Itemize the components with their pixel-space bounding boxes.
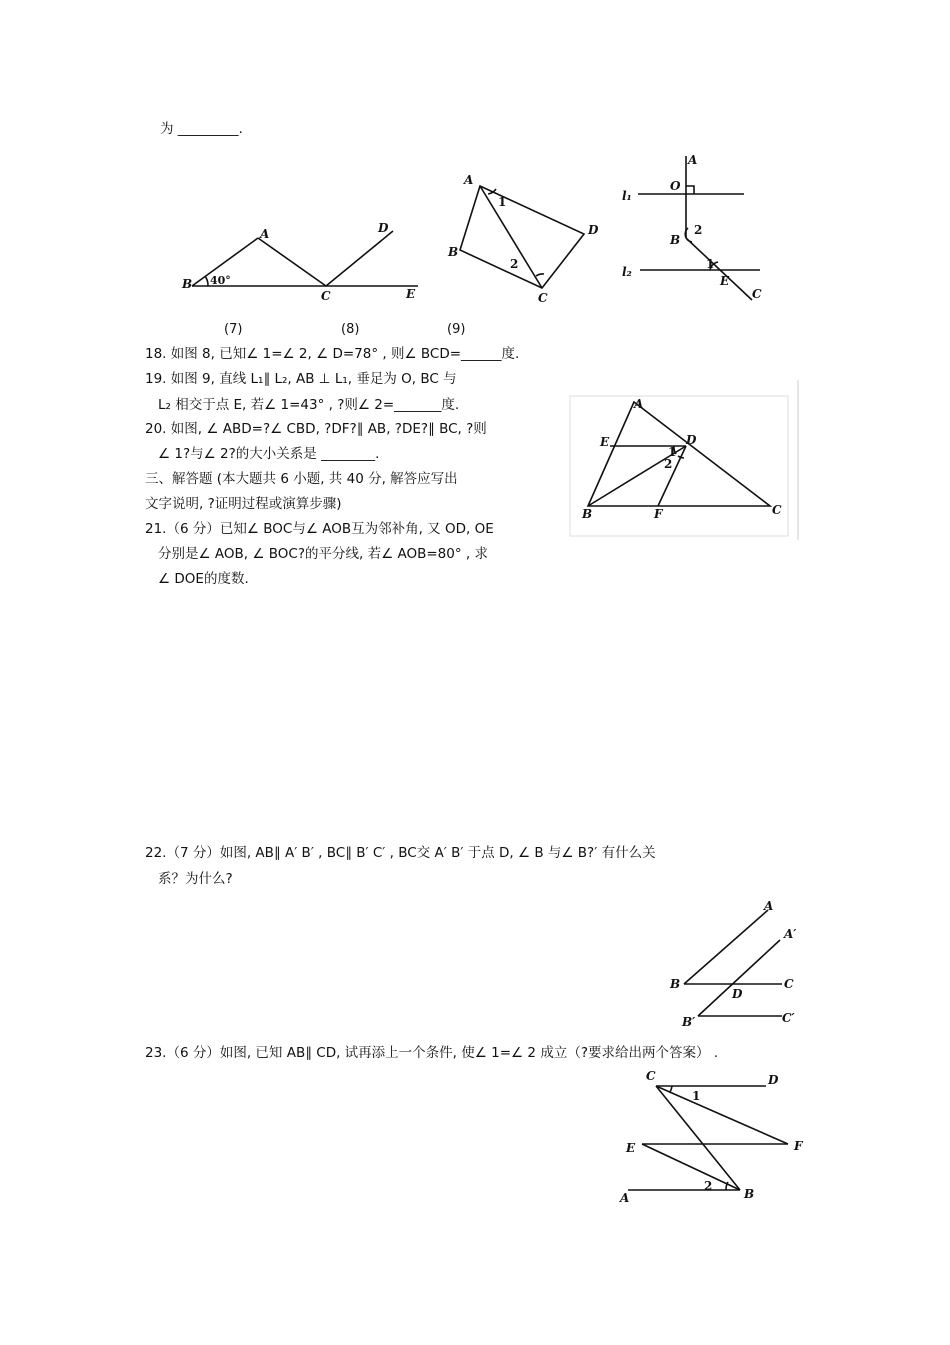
caption-fig-9: (9) [447, 322, 466, 337]
question-19-line-1: 19. 如图 9, 直线 L₁∥ L₂, AB ⊥ L₁, 垂足为 O, BC 与 [145, 371, 457, 387]
fig22-label-b-prime: B′ [682, 1015, 696, 1029]
question-21-line-1: 21.（6 分）已知∠ BOC与∠ AOB互为邻补角, 又 OD, OE [145, 521, 494, 537]
question-20-line-1: 20. 如图, ∠ ABD=?∠ CBD, ?DF?∥ AB, ?DE?∥ BC, ?则 [145, 421, 487, 437]
fig9-label-o: O [670, 179, 681, 193]
fig20-label-b: B [582, 507, 593, 521]
top-blank-line: 为 _________. [160, 121, 243, 137]
question-21-line-2: 分别是∠ AOB, ∠ BOC?的平分线, 若∠ AOB=80° , 求 [158, 546, 488, 562]
fig9-label-l2: l₂ [622, 265, 632, 279]
fig20-label-e: E [600, 435, 610, 449]
fig8-label-c: C [538, 291, 548, 305]
fig23-angle-2: 2 [704, 1179, 713, 1193]
caption-fig-7: (7) [224, 322, 243, 337]
fig23-label-b: B [744, 1187, 755, 1201]
fig20-angle-2: 2 [664, 457, 673, 471]
fig23-label-c: C [646, 1069, 656, 1083]
figure-9 [618, 152, 778, 304]
fig22-label-c: C [784, 977, 794, 991]
fig22-label-c-prime: C′ [782, 1011, 795, 1025]
fig8-label-a: A [464, 173, 474, 187]
question-20-line-2: ∠ 1?与∠ 2?的大小关系是 ________. [158, 446, 380, 462]
question-19-line-2: L₂ 相交于点 E, 若∠ 1=43° , ?则∠ 2=_______度. [158, 397, 460, 413]
fig7-label-d: D [378, 221, 389, 235]
fig8-angle-1: 1 [498, 195, 507, 209]
fig23-label-f: F [794, 1139, 803, 1153]
fig7-label-c: C [321, 289, 331, 303]
question-23-line-1: 23.（6 分）如图, 已知 AB∥ CD, 试再添上一个条件, 使∠ 1=∠ 2 成立（?要求给出两个答案） . [145, 1045, 719, 1061]
fig20-label-a: A [634, 397, 644, 411]
fig8-label-d: D [588, 223, 599, 237]
fig9-angle-1: 1 [706, 257, 715, 271]
fig8-angle-2: 2 [510, 257, 519, 271]
section-3-instructions: 文字说明, ?证明过程或演算步骤) [145, 496, 342, 512]
figure-7 [178, 218, 428, 308]
fig20-label-c: C [772, 503, 782, 517]
fig20-label-d: D [686, 433, 697, 447]
fig9-label-c: C [752, 287, 762, 301]
fig22-label-d: D [732, 987, 743, 1001]
fig9-angle-2: 2 [694, 223, 703, 237]
question-21-line-3: ∠ DOE的度数. [158, 571, 249, 587]
fig23-label-a: A [620, 1191, 630, 1205]
figure-8 [444, 170, 604, 305]
fig23-label-e: E [626, 1141, 636, 1155]
fig9-label-b: B [670, 233, 681, 247]
question-18: 18. 如图 8, 已知∠ 1=∠ 2, ∠ D=78° , 则∠ BCD=______度. [145, 346, 520, 362]
fig20-label-f: F [654, 507, 663, 521]
fig7-label-b: B [182, 277, 193, 291]
fig23-label-d: D [768, 1073, 779, 1087]
question-22-line-2: 系？为什么? [158, 871, 233, 887]
fig7-label-a: A [260, 227, 270, 241]
fig7-angle: 40° [210, 274, 231, 287]
figure-20 [560, 380, 800, 540]
figure-23 [616, 1068, 816, 1210]
fig9-label-l1: l₁ [622, 189, 632, 203]
fig23-angle-1: 1 [692, 1089, 701, 1103]
figure-22 [664, 898, 804, 1034]
fig22-label-a: A [764, 899, 774, 913]
fig7-label-e: E [406, 287, 416, 301]
section-3-heading: 三、解答题 (本大题共 6 小题, 共 40 分, 解答应写出 [145, 471, 458, 487]
fig20-angle-1: 1 [668, 445, 677, 459]
caption-fig-8: (8) [341, 322, 360, 337]
question-22-line-1: 22.（7 分）如图, AB∥ A′ B′ , BC∥ B′ C′ , BC交 A′ B′ 于点 D, ∠ B 与∠ B?′ 有什么关 [145, 845, 656, 861]
fig22-label-b: B [670, 977, 681, 991]
fig8-label-b: B [448, 245, 459, 259]
fig9-label-a: A [688, 153, 698, 167]
fig9-label-e: E [720, 274, 730, 288]
fig22-label-a-prime: A′ [784, 927, 797, 941]
